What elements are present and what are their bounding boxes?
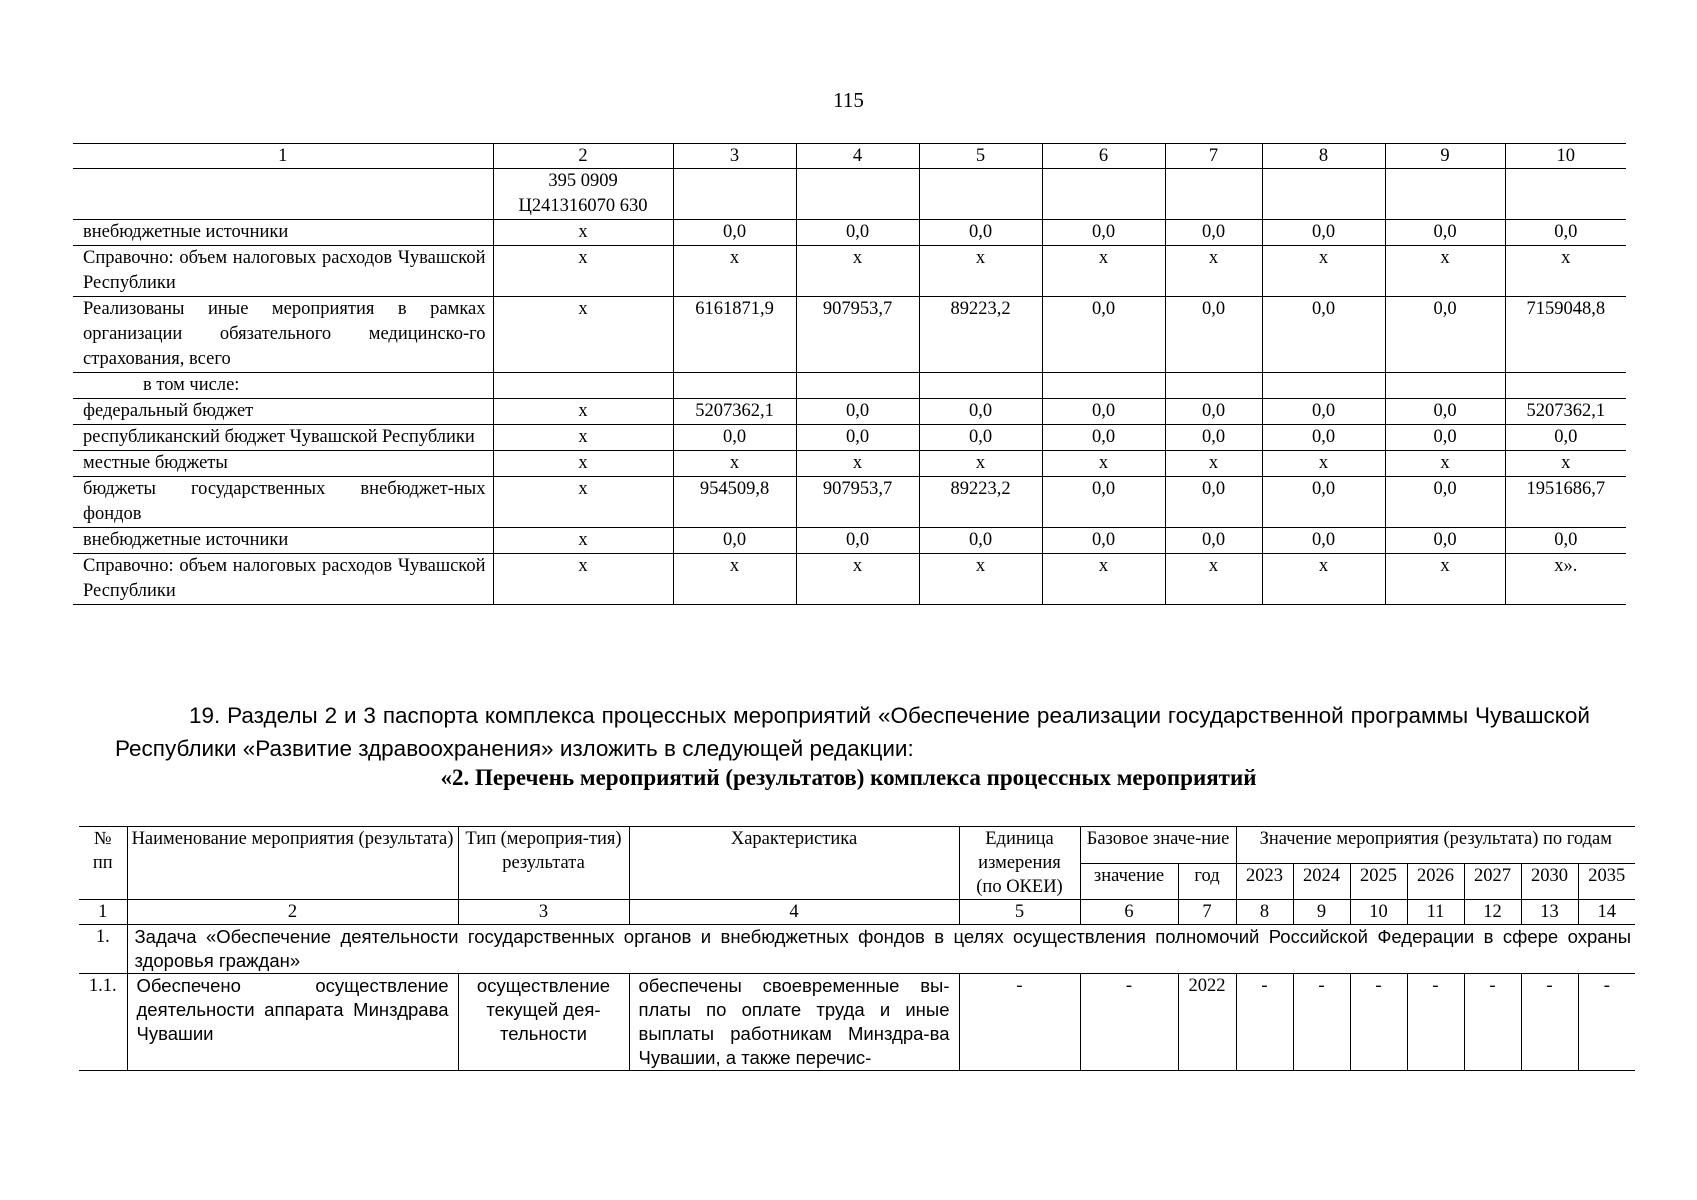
- budget-code-line: Ц241316070 630: [518, 196, 648, 216]
- empty-cell: [1505, 169, 1626, 220]
- table-row: [73, 297, 1626, 373]
- row-label: местные бюджеты: [73, 451, 493, 477]
- activity-year-value: -: [1407, 974, 1464, 1071]
- column-numbers-row: [79, 900, 1635, 925]
- column-number: 6: [1042, 144, 1165, 169]
- table-row: [73, 246, 1626, 297]
- column-number: 3: [673, 144, 796, 169]
- value-cell: 0,0: [1385, 220, 1505, 246]
- value-cell: 0,0: [1042, 399, 1165, 425]
- value-cell: x: [673, 246, 796, 297]
- column-number: 7: [1178, 900, 1236, 925]
- column-number: 14: [1578, 900, 1635, 925]
- value-cell: x: [796, 246, 919, 297]
- budget-table: [73, 143, 1626, 605]
- task-number: 1.: [79, 925, 127, 974]
- value-cell: 0,0: [919, 528, 1042, 554]
- value-cell: x: [1042, 246, 1165, 297]
- activity-year-value: -: [1521, 974, 1578, 1071]
- value-cell: 0,0: [1262, 220, 1385, 246]
- value-cell: x: [1505, 246, 1626, 297]
- value-cell: 0,0: [1042, 297, 1165, 373]
- row-label: в том числе:: [73, 373, 493, 399]
- value-cell: 0,0: [796, 425, 919, 451]
- header-type: Тип (мероприя-тия) результата: [458, 827, 629, 900]
- activity-name: Обеспечено осуществление деятельности аппарата Минздрава Чувашии: [127, 974, 458, 1071]
- column-number: 9: [1385, 144, 1505, 169]
- header-year: 2027: [1464, 863, 1521, 900]
- row-label: республиканский бюджет Чувашской Республики: [73, 425, 493, 451]
- empty-cell: [1385, 169, 1505, 220]
- table-header-row: [73, 144, 1626, 169]
- value-cell: x: [796, 451, 919, 477]
- value-cell: x: [493, 451, 673, 477]
- value-cell: x: [493, 297, 673, 373]
- value-cell: 5207362,1: [1505, 399, 1626, 425]
- value-cell: x: [1505, 451, 1626, 477]
- value-cell: 89223,2: [919, 297, 1042, 373]
- value-cell: 0,0: [1165, 528, 1262, 554]
- table-row: [73, 451, 1626, 477]
- header-year: 2035: [1578, 863, 1635, 900]
- value-cell: [1385, 373, 1505, 399]
- activity-base-year: 2022: [1178, 974, 1236, 1071]
- value-cell: 5207362,1: [673, 399, 796, 425]
- value-cell: [796, 373, 919, 399]
- value-cell: x».: [1505, 554, 1626, 605]
- activity-unit: -: [959, 974, 1080, 1071]
- activity-year-value: -: [1350, 974, 1407, 1071]
- budget-code-cell: [493, 169, 673, 220]
- value-cell: 0,0: [1262, 297, 1385, 373]
- empty-cell: [73, 169, 493, 220]
- value-cell: x: [1262, 554, 1385, 605]
- value-cell: 907953,7: [796, 297, 919, 373]
- header-years-group: Значение мероприятия (результата) по годам: [1236, 827, 1635, 864]
- table-row: [73, 220, 1626, 246]
- value-cell: x: [493, 477, 673, 528]
- value-cell: [1042, 373, 1165, 399]
- activity-row: [79, 974, 1635, 1071]
- empty-cell: [673, 169, 796, 220]
- header-base-value: значение: [1080, 863, 1178, 900]
- column-number: 10: [1350, 900, 1407, 925]
- activity-type: осуществление текущей дея-тельности: [458, 974, 629, 1071]
- row-label: Реализованы иные мероприятия в рамках организации обязательного медицинско-го страхования, всего: [73, 297, 493, 373]
- header-year: 2024: [1293, 863, 1350, 900]
- value-cell: x: [919, 554, 1042, 605]
- table-row: [73, 425, 1626, 451]
- value-cell: 0,0: [1262, 528, 1385, 554]
- value-cell: 0,0: [1505, 528, 1626, 554]
- value-cell: 0,0: [1262, 425, 1385, 451]
- empty-cell: [1165, 169, 1262, 220]
- column-number: 1: [73, 144, 493, 169]
- value-cell: x: [493, 554, 673, 605]
- value-cell: x: [493, 528, 673, 554]
- column-number: 5: [959, 900, 1080, 925]
- budget-code-row: [73, 169, 1626, 220]
- header-unit: Единица измерения (по ОКЕИ): [959, 827, 1080, 900]
- table-row: [73, 554, 1626, 605]
- value-cell: [673, 373, 796, 399]
- activities-table: [79, 826, 1635, 1071]
- task-text: Задача «Обеспечение деятельности государственных органов и внебюджетных фондов в целях осуществления полномочий Российской Федерации в сфере охраны здоровья граждан»: [127, 925, 1635, 974]
- column-number: 9: [1293, 900, 1350, 925]
- value-cell: x: [1042, 554, 1165, 605]
- amendment-paragraph: 19. Разделы 2 и 3 паспорта комплекса процессных мероприятий «Обеспечение реализации государственной программы Чувашской Республики «Развитие здравоохранения» изложить в следующей редакции:: [115, 702, 1590, 761]
- value-cell: [1505, 373, 1626, 399]
- column-number: 12: [1464, 900, 1521, 925]
- value-cell: 0,0: [1385, 477, 1505, 528]
- row-label: внебюджетные источники: [73, 220, 493, 246]
- header-year: 2023: [1236, 863, 1293, 900]
- value-cell: 0,0: [796, 220, 919, 246]
- column-number: 7: [1165, 144, 1262, 169]
- column-number: 2: [493, 144, 673, 169]
- header-year: 2030: [1521, 863, 1578, 900]
- value-cell: [493, 373, 673, 399]
- budget-code-line: 395 0909: [548, 171, 618, 191]
- value-cell: x: [673, 451, 796, 477]
- value-cell: x: [493, 220, 673, 246]
- header-number: № пп: [79, 827, 127, 900]
- empty-cell: [796, 169, 919, 220]
- column-number: 4: [629, 900, 959, 925]
- column-number: 4: [796, 144, 919, 169]
- value-cell: 0,0: [1042, 425, 1165, 451]
- value-cell: x: [493, 425, 673, 451]
- activity-year-value: -: [1236, 974, 1293, 1071]
- value-cell: 0,0: [796, 399, 919, 425]
- value-cell: x: [1385, 554, 1505, 605]
- value-cell: 0,0: [1165, 297, 1262, 373]
- table-row: [73, 528, 1626, 554]
- value-cell: 0,0: [1165, 399, 1262, 425]
- header-base-year: год: [1178, 863, 1236, 900]
- section-title: «2. Перечень мероприятий (результатов) комплекса процессных мероприятий: [440, 765, 1257, 790]
- column-number: 10: [1505, 144, 1626, 169]
- value-cell: x: [1385, 451, 1505, 477]
- column-number: 6: [1080, 900, 1178, 925]
- header-year: 2025: [1350, 863, 1407, 900]
- value-cell: 1951686,7: [1505, 477, 1626, 528]
- row-label: внебюджетные источники: [73, 528, 493, 554]
- value-cell: 0,0: [919, 425, 1042, 451]
- table-row: [73, 477, 1626, 528]
- task-row: [79, 925, 1635, 974]
- header-year: 2026: [1407, 863, 1464, 900]
- empty-cell: [1262, 169, 1385, 220]
- column-number: 3: [458, 900, 629, 925]
- value-cell: 0,0: [1385, 297, 1505, 373]
- value-cell: 7159048,8: [1505, 297, 1626, 373]
- column-number: 8: [1262, 144, 1385, 169]
- value-cell: x: [1262, 451, 1385, 477]
- value-cell: 0,0: [673, 425, 796, 451]
- column-number: 1: [79, 900, 127, 925]
- value-cell: x: [1165, 246, 1262, 297]
- value-cell: 89223,2: [919, 477, 1042, 528]
- header-characteristic: Характеристика: [629, 827, 959, 900]
- value-cell: 0,0: [1262, 399, 1385, 425]
- value-cell: 0,0: [1042, 528, 1165, 554]
- value-cell: x: [493, 246, 673, 297]
- value-cell: 0,0: [1385, 399, 1505, 425]
- column-number: 5: [919, 144, 1042, 169]
- value-cell: 954509,8: [673, 477, 796, 528]
- value-cell: 0,0: [1505, 425, 1626, 451]
- activity-number: 1.1.: [79, 974, 127, 1071]
- value-cell: [1165, 373, 1262, 399]
- value-cell: 0,0: [1165, 477, 1262, 528]
- column-number: 13: [1521, 900, 1578, 925]
- activity-year-value: -: [1578, 974, 1635, 1071]
- value-cell: x: [1262, 246, 1385, 297]
- row-label: бюджеты государственных внебюджет-ных фондов: [73, 477, 493, 528]
- row-label: Справочно: объем налоговых расходов Чувашской Республики: [73, 554, 493, 605]
- value-cell: 0,0: [1042, 477, 1165, 528]
- value-cell: x: [919, 246, 1042, 297]
- row-label: федеральный бюджет: [73, 399, 493, 425]
- column-number: 11: [1407, 900, 1464, 925]
- value-cell: 0,0: [673, 528, 796, 554]
- column-number: 2: [127, 900, 458, 925]
- budget-table-body: [73, 144, 1626, 605]
- value-cell: 0,0: [1385, 425, 1505, 451]
- activity-year-value: -: [1464, 974, 1521, 1071]
- value-cell: 0,0: [919, 220, 1042, 246]
- value-cell: 0,0: [919, 399, 1042, 425]
- value-cell: 0,0: [1385, 528, 1505, 554]
- value-cell: 907953,7: [796, 477, 919, 528]
- value-cell: 0,0: [1165, 220, 1262, 246]
- empty-cell: [1042, 169, 1165, 220]
- table-row: [73, 373, 1626, 399]
- row-label: Справочно: объем налоговых расходов Чувашской Республики: [73, 246, 493, 297]
- value-cell: x: [493, 399, 673, 425]
- activity-base-value: -: [1080, 974, 1178, 1071]
- value-cell: x: [1165, 554, 1262, 605]
- value-cell: x: [1042, 451, 1165, 477]
- value-cell: x: [1385, 246, 1505, 297]
- value-cell: x: [919, 451, 1042, 477]
- value-cell: 0,0: [796, 528, 919, 554]
- column-number: 8: [1236, 900, 1293, 925]
- page-number: 115: [833, 88, 864, 112]
- value-cell: 0,0: [1262, 477, 1385, 528]
- value-cell: x: [1165, 451, 1262, 477]
- empty-cell: [919, 169, 1042, 220]
- table-row: [73, 399, 1626, 425]
- activity-characteristic: обеспечены своевременные вы-платы по оплате труда и иные выплаты работникам Минздра-ва Чувашии, а также перечис-: [629, 974, 959, 1071]
- value-cell: 0,0: [673, 220, 796, 246]
- value-cell: x: [796, 554, 919, 605]
- value-cell: 0,0: [1165, 425, 1262, 451]
- value-cell: 0,0: [1505, 220, 1626, 246]
- value-cell: [919, 373, 1042, 399]
- value-cell: [1262, 373, 1385, 399]
- header-base: Базовое значе-ние: [1080, 827, 1236, 864]
- value-cell: 0,0: [1042, 220, 1165, 246]
- value-cell: 6161871,9: [673, 297, 796, 373]
- activity-year-value: -: [1293, 974, 1350, 1071]
- value-cell: x: [673, 554, 796, 605]
- header-name: Наименование мероприятия (результата): [127, 827, 458, 900]
